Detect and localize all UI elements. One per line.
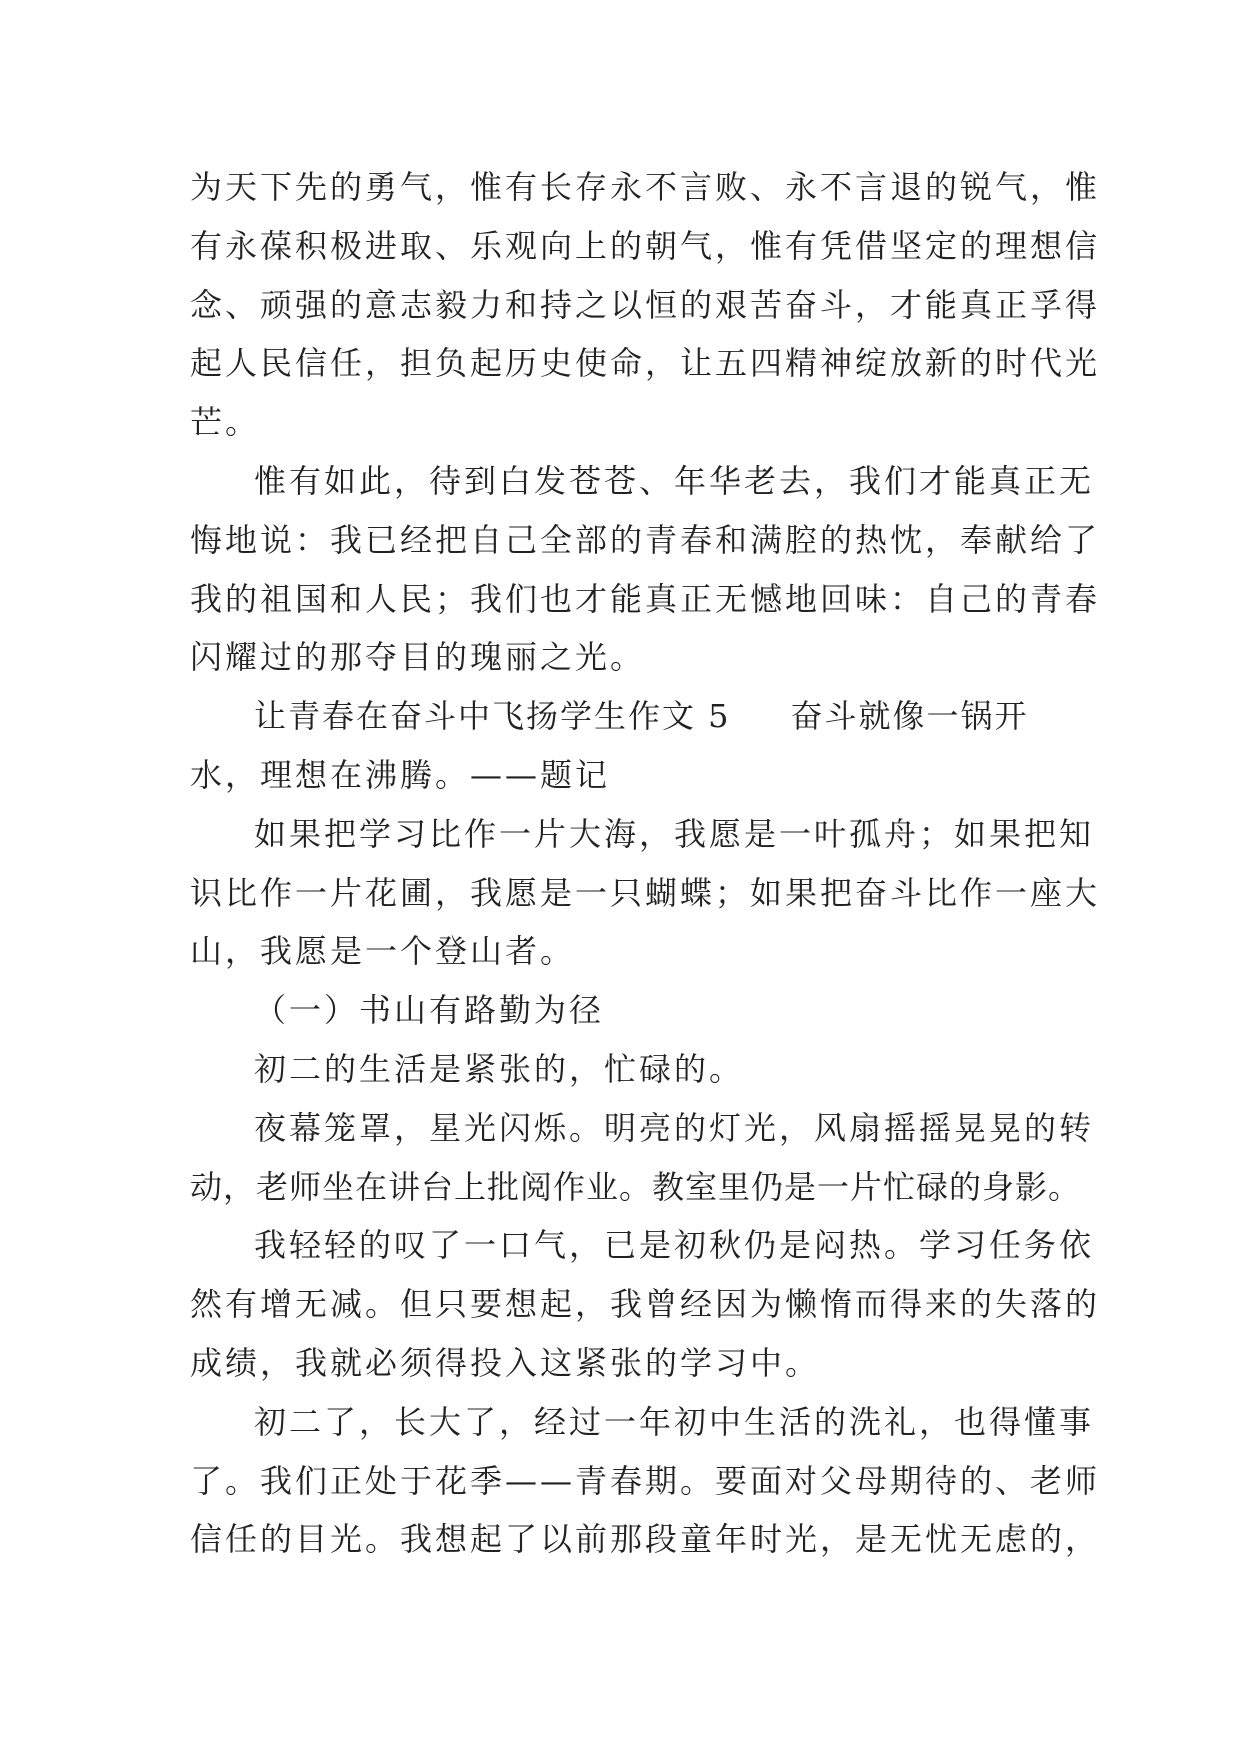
document-body (190, 158, 1101, 1569)
text-line: 山，我愿是一个登山者。 (190, 932, 576, 971)
essay-opening: 奋斗就像一锅开 (790, 697, 1029, 736)
text-line: 悔地说：我已经把自己全部的青春和满腔的热忱，奉献给了 (190, 520, 1101, 559)
text-line: 然有增无减。但只要想起，我曾经因为懒惰而得来的失落的 (190, 1285, 1101, 1324)
essay-title: 让青春在奋斗中飞扬学生作文 5 (254, 697, 731, 736)
text-line: 芒。 (190, 403, 261, 442)
text-line: 初二了，长大了，经过一年初中生活的洗礼，也得懂事 (254, 1402, 1095, 1441)
text-line: 了。我们正处于花季——青春期。要面对父母期待的、老师 (190, 1461, 1101, 1500)
text-line: 动，老师坐在讲台上批阅作业。教室里仍是一片忙碌的身影。 (190, 1167, 1082, 1206)
text-line: 有永葆积极进取、乐观向上的朝气，惟有凭借坚定的理想信 (190, 226, 1101, 265)
text-line: 初二的生活是紧张的，忙碌的。 (254, 1049, 745, 1088)
text-line: 闪耀过的那夺目的瑰丽之光。 (190, 638, 646, 677)
essay-heading-line (190, 687, 1050, 746)
text-line: 信任的目光。我想起了以前那段童年时光，是无忧无虑的， (190, 1520, 1101, 1559)
text-line: 为天下先的勇气，惟有长存永不言败、永不言退的锐气，惟 (190, 168, 1101, 206)
text-line: 我的祖国和人民；我们也才能真正无憾地回味：自己的青春 (190, 579, 1101, 618)
text-line: 如果把学习比作一片大海，我愿是一叶孤舟；如果把知 (254, 814, 1095, 853)
text-line: 成绩，我就必须得投入这紧张的学习中。 (190, 1343, 821, 1382)
section-heading: （一）书山有路勤为径 (254, 991, 605, 1030)
text-line: 水，理想在沸腾。——题记 (190, 755, 611, 794)
text-line: 夜幕笼罩，星光闪烁。明亮的灯光，风扇摇摇晃晃的转 (254, 1108, 1095, 1147)
text-line: 识比作一片花圃，我愿是一只蝴蝶；如果把奋斗比作一座大 (190, 873, 1101, 912)
text-line: 我轻轻的叹了一口气，已是初秋仍是闷热。学习任务依 (254, 1226, 1095, 1265)
text-line: 惟有如此，待到白发苍苍、年华老去，我们才能真正无 (254, 461, 1095, 500)
text-line: 起人民信任，担负起历史使命，让五四精神绽放新的时代光 (190, 344, 1101, 383)
text-line: 念、顽强的意志毅力和持之以恒的艰苦奋斗，才能真正孚得 (190, 285, 1101, 324)
